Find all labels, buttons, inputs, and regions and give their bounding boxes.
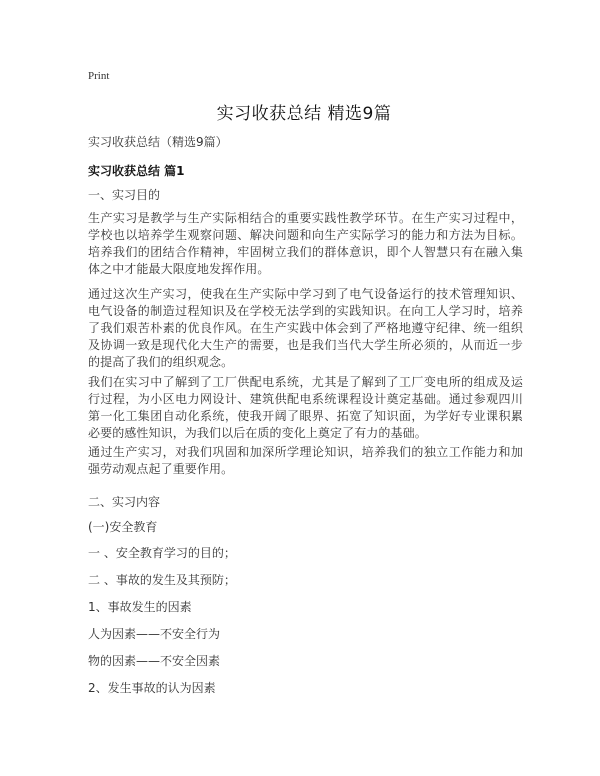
page-title: 实习收获总结 精选9篇 [216,104,392,124]
list-item: 人为因素——不安全行为 [88,627,221,641]
print-label[interactable]: Print [88,70,110,82]
section-heading: 实习收获总结 篇1 [88,164,185,178]
list-item: 物的因素——不安全因素 [88,654,221,668]
list-item: 2、发生事故的认为因素 [88,681,216,695]
heading-purpose: 一、实习目的 [88,188,161,202]
paragraph-1: 生产实习是教学与生产实际相结合的重要实践性教学环节。在生产实习过程中，学校也以培养学生观察问题、解决问题和向生产实际学习的能力和方法为目标。培养我们的团结合作精神，牢固树立我们的群体意识，即个人智慧只有在融入集体之中才能最大限度地发挥作用。 [88,211,523,276]
heading-content: 二、实习内容 [88,495,161,509]
list-item: 一 、安全教育学习的目的； [88,546,236,560]
paragraph-2: 通过这次生产实习，使我在生产实际中学习到了电气设备运行的技术管理知识、电气设备的制造过程知识及在学校无法学到的实践知识。在向工人学习时，培养了我们艰苦朴素的优良作风。在生产实践中体会到了严格地遵守纪律、统一组织及协调一致是现代化大生产的需要，也是我们当代大学生所必须的，从而近一步的提高了我们的组织观念。 [88,287,523,369]
list-item: 二 、事故的发生及其预防； [88,573,236,587]
heading-safety: (一)安全教育 [88,520,158,534]
paragraph-4: 通过生产实习，对我们巩固和加深所学理论知识，培养我们的独立工作能力和加强劳动观点起了重要作用。 [88,445,523,476]
list-item: 1、事故发生的因素 [88,600,192,614]
paragraph-3: 我们在实习中了解到了工厂供配电系统，尤其是了解到了工厂变电所的组成及运行过程，为小区电力网设计、建筑供配电系统课程设计奠定基础。通过参观四川第一化工集团自动化系统，使我开阔了眼界、拓宽了知识面，为学好专业课积累必要的感性知识，为我们以后在质的变化上奠定了有力的基础。 [88,375,523,440]
document-subtitle: 实习收获总结（精选9篇） [88,135,228,149]
